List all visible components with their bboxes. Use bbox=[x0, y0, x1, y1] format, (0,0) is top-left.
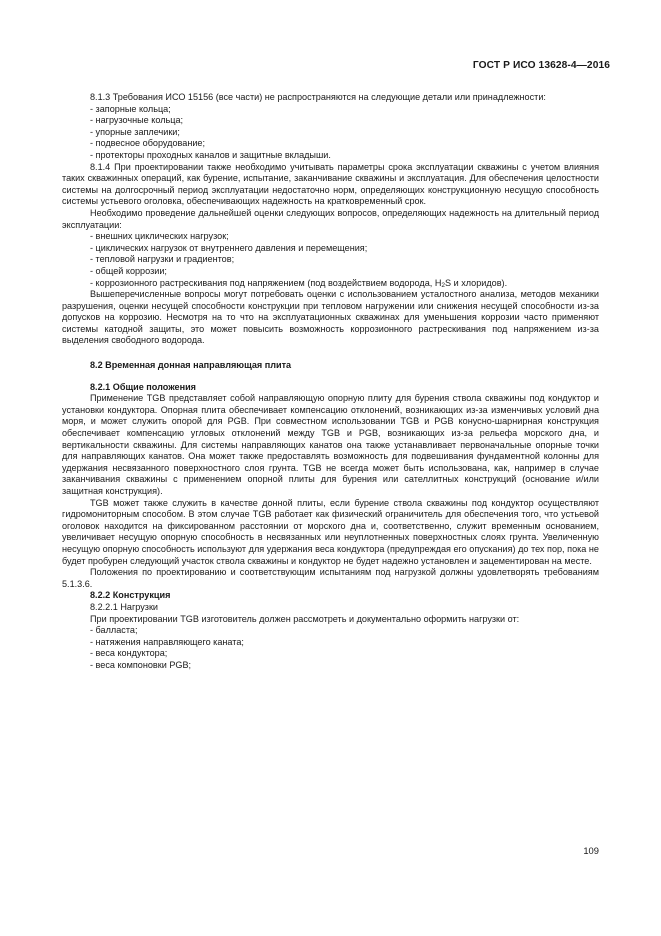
sec-8-2-1-para1: Применение TGB представляет собой направляющую опорную плиту для бурения ствола скважины под кондуктор и установки кондуктора. Опорная плита обеспечивает компенсацию отклонений, возникающих из-за изменчивых условий дна моря, и может служить опорой для PGB. При совместном использовании TGB и PGB конусно-шарнирная конструкция обеспечивает компенсацию угловых отклонений между TGB и PGB, возникающих из-за рельефа морского дна, и вертикальности скважины. Для системы направляющих канатов она также устанавливает первоначальные опорные точки для направляющих канатов. Она может также предоставлять возможность для подвешивания фундаментной колонны для удержания несвязанного поверхностного слоя грунта. TGB не всегда может быть использована, как, например в случае заканчивания скважины с применением опорной плиты для бурения или сателлитных конструкций (основание и/или защитная конструкция). bbox=[62, 393, 599, 496]
list-item: - балласта; bbox=[90, 625, 138, 636]
list-item-text: - коррозионного растрескивания под напряжением (под воздействием водорода, H bbox=[90, 277, 442, 288]
list-item: - запорные кольца; bbox=[90, 103, 171, 114]
list-item bbox=[62, 278, 599, 290]
sec-8-2-1-para3: Положения по проектированию и соответствующим испытаниям под нагрузкой должны удовлетворять требованиям 5.1.3.6. bbox=[62, 567, 599, 589]
list-item: - подвесное оборудование; bbox=[90, 138, 205, 149]
list-item: - циклических нагрузок от внутреннего давления и перемещения; bbox=[90, 242, 368, 253]
subsection-heading-8-2-2-1: 8.2.2.1 Нагрузки bbox=[90, 601, 159, 612]
list-item: - тепловой нагрузки и градиентов; bbox=[90, 254, 235, 265]
subsection-heading-8-2-2: 8.2.2 Конструкция bbox=[90, 590, 171, 601]
list-item: - натяжения направляющего каната; bbox=[90, 636, 244, 647]
document-code-header: ГОСТ Р ИСО 13628-4—2016 bbox=[472, 60, 610, 71]
sec-8-2-1-para2: TGB может также служить в качестве донной плиты, если бурение ствола скважины под кондуктор осуществляют гидромониторным способом. В этом случае TGB работает как физический ограничитель для обеспечения того, что устьевой оголовок находится на фиксированном расстоянии от морского дна и, соответственно, служит временным основанием, увеличивает несущую опорную способность в несвязанных или неуплотненных поверхностных слоях грунта. Увеличенную несущую опорную способность используют для удержания веса кондуктора (предупреждая его опускания) до тех пор, пока не будет пробурен следующий участок ствола скважины и кондуктор не будет надежно установлен и зацементирован на месте. bbox=[62, 497, 599, 566]
list-item: - внешних циклических нагрузок; bbox=[90, 231, 229, 242]
subscript: 2 bbox=[441, 281, 446, 289]
list-item-text: S и хлоридов). bbox=[445, 277, 508, 288]
sec-8-1-4-para1: 8.1.4 При проектировании также необходимо учитывать параметры срока эксплуатации скважины с учетом влияния таких скважинных операций, как бурение, испытание, заканчивание скважины и эксплуатация. Для обеспечения целостности системы на долгосрочный период эксплуатации недостаточно норм, определяющих конструкционную несущую способность системы устьевого оголовка, обеспечивающих надежность на кратковременный срок. bbox=[62, 161, 599, 207]
sec-8-1-3-intro: 8.1.3 Требования ИСО 15156 (все части) не распространяются на следующие детали или принадлежности: bbox=[90, 92, 546, 102]
subsection-heading-8-2-1: 8.2.1 Общие положения bbox=[90, 381, 196, 392]
section-heading-8-2: 8.2 Временная донная направляющая плита bbox=[90, 360, 292, 371]
page-number: 109 bbox=[583, 845, 599, 856]
list-item: - веса кондуктора; bbox=[90, 648, 168, 659]
list-item: - протекторы проходных каналов и защитные вкладыши. bbox=[90, 149, 331, 160]
sec-8-1-4-para2: Необходимо проведение дальнейшей оценки следующих вопросов, определяющих надежность на длительный период эксплуатации: bbox=[62, 207, 599, 230]
list-item: - общей коррозии; bbox=[90, 265, 167, 276]
sec-8-2-2-1-para: При проектировании TGB изготовитель должен рассмотреть и документально оформить нагрузки от: bbox=[90, 613, 520, 624]
list-item: - упорные заплечики; bbox=[90, 126, 180, 137]
page-body bbox=[62, 92, 599, 672]
list-item: - веса компоновки PGB; bbox=[90, 659, 192, 670]
sec-8-1-4-para3: Вышеперечисленные вопросы могут потребовать оценки с использованием усталостного анализа, методов механики разрушения, оценки несущей способности конструкции при тепловом нагружении или снижения несущей способности из-за допусков на коррозию. Несмотря на то что на эксплуатационных скважинах для уменьшения коррозии часто применяют системы катодной защиты, это может повысить возможность коррозионного растрескивания под напряжением из-за выделения свободного водорода. bbox=[62, 289, 599, 346]
list-item: - нагрузочные кольца; bbox=[90, 115, 184, 126]
